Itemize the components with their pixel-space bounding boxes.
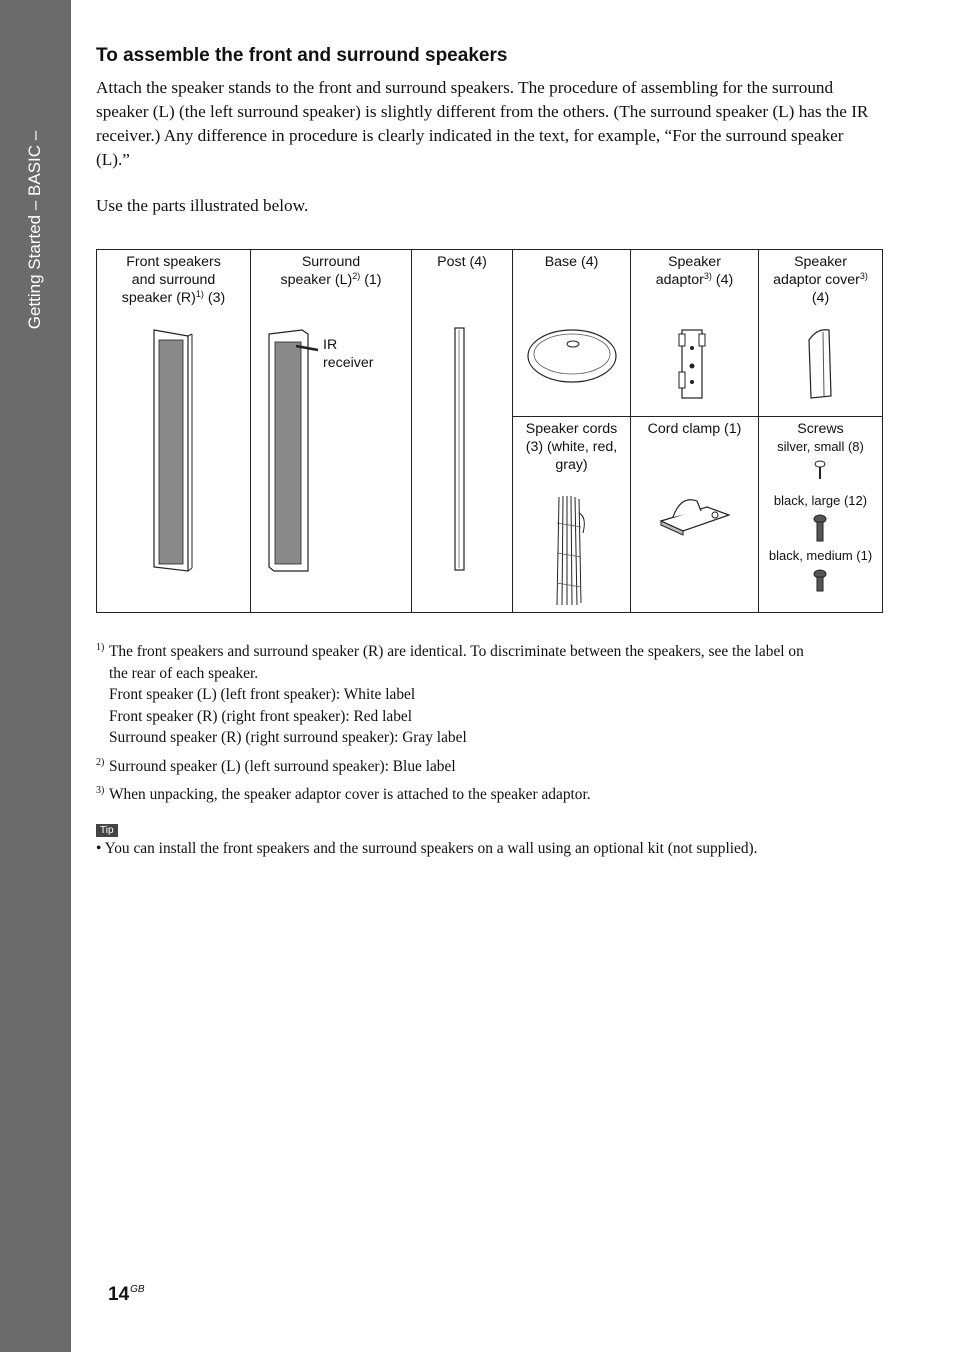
footnote-3: 3) When unpacking, the speaker adaptor cover is attached to the speaker adaptor. [96,785,591,803]
section-title: Getting Started – BASIC – [25,130,44,330]
black-medium-screw-icon [812,569,828,593]
surround-speaker-illustration [266,328,326,573]
screw-black-medium-label: black, medium (1) [768,548,873,564]
page-number: $14^{GB}$ [108,1284,145,1305]
speaker-adaptor-illustration [677,326,711,402]
screws-title: Screws [797,421,844,438]
cord-clamp-illustration [657,491,733,537]
section-sidebar [0,0,71,1352]
speaker-adaptor-cover-label: Speaker adaptor cover$^{3)}$ (4) [773,254,868,306]
intro-paragraph: Attach the speaker stands to the front and surround speakers. The procedure of assembling for the surround speaker (L) (the left surround speaker) is slightly different from the others. (The surround speaker (L) has the IR receiver.) Any difference in procedure is clearly indicated in the text, for example, “For the surround speaker (L).” [96,78,869,169]
tip-badge: Tip [96,824,118,837]
parts-table [96,249,883,613]
adaptor-cover-illustration [803,326,837,402]
screw-silver-label: silver, small (8) [777,439,864,455]
tip-text: • You can install the front speakers and the surround speakers on a wall using an optional kit (not supplied). [96,840,758,857]
ir-receiver-label: IR receiver [323,337,374,371]
surround-speaker-l-label: Surround speaker $(L)^{2)}$ (1) [280,254,382,288]
footnote-1: 1) The front speakers and surround speaker (R) are identical. To discriminate between the speakers, see the label on the rear of each speaker. Front speaker (L) (left front speaker): White label Front speaker (R) (right front speaker): Red label Surround speaker (R) (right surround speaker): Gray label [96,642,804,746]
footnote-2: 2) Surround speaker (L) (left surround speaker): Blue label [96,756,456,775]
silver-screw-icon [813,460,827,480]
base-illustration [525,324,619,384]
cell-speaker-adaptor [631,250,759,417]
speaker-cords-illustration [553,493,589,609]
section-heading: To assemble the front and surround speakers [96,45,508,66]
cell-post [412,250,513,613]
use-parts-text: Use the parts illustrated below. [96,196,309,215]
cell-speaker-adaptor-cover [759,250,883,417]
cord-clamp-label: Cord clamp (1) [647,421,742,438]
cell-base [513,250,631,417]
footnotes [96,641,886,813]
cell-front-speakers [97,250,251,613]
speaker-adaptor-label: Speaker adaptor$^{3)}$ (4) [655,254,734,288]
post-label: Post (4) [437,254,487,270]
front-speaker-illustration [152,328,194,573]
speaker-cords-label: Speaker cords (3) (white, red, gray) [525,421,618,474]
cell-speaker-cords [513,417,631,613]
base-label: Base (4) [544,254,599,270]
cell-cord-clamp [631,417,759,613]
black-large-screw-icon [812,514,828,542]
screw-black-large-label: black, large (12) [773,493,868,509]
cell-screws [759,417,883,613]
front-speakers-label: Front speakers and surround speaker $(R)^{1)}$ (3) [121,254,226,306]
cell-surround-speaker-l [251,250,412,613]
post-illustration [452,326,468,572]
